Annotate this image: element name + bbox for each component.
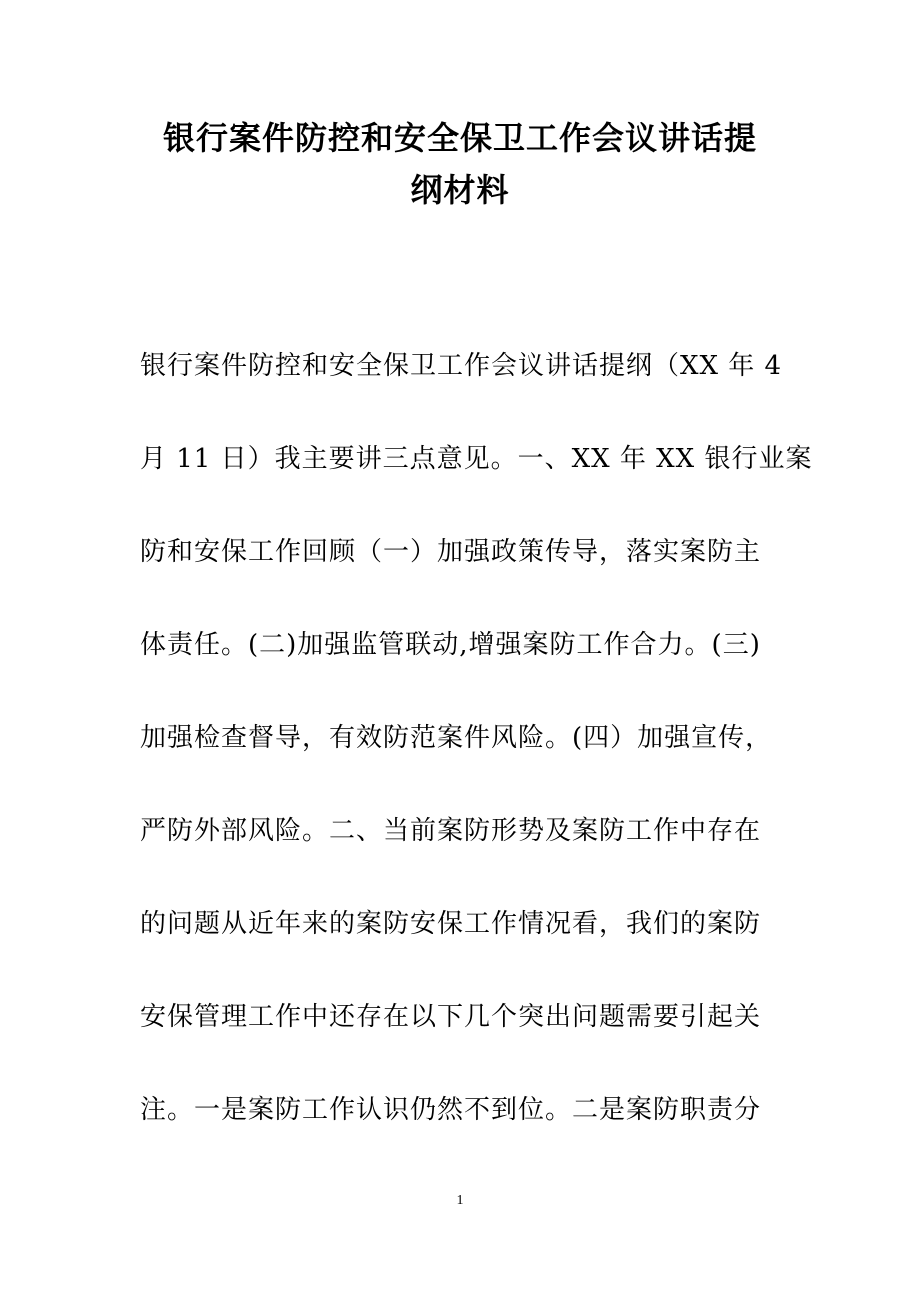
body-paragraph — [140, 336, 813, 1173]
title-line-1: 银行案件防控和安全保卫工作会议讲话提 — [162, 119, 757, 157]
body-line-3: 防和安保工作回顾（一）加强政策传导，落实案防主 — [140, 537, 762, 567]
body-line-8: 安保管理工作中还存在以下几个突出问题需要引起关 — [140, 1002, 762, 1032]
document-title — [140, 112, 780, 216]
body-line-6: 严防外部风险。二、当前案防形势及案防工作中存在 — [140, 816, 762, 846]
body-line-1: 银行案件防控和安全保卫工作会议讲话提纲（XX 年 4 — [140, 351, 783, 381]
title-line-2: 纲材料 — [410, 171, 510, 209]
body-line-7: 的问题从近年来的案防安保工作情况看，我们的案防 — [140, 909, 762, 939]
body-line-9: 注。一是案防工作认识仍然不到位。二是案防职责分 — [140, 1095, 762, 1125]
body-line-5: 加强检查督导，有效防范案件风险。(四）加强宣传， — [140, 723, 773, 753]
page-number: 1 — [456, 1193, 464, 1208]
body-line-2: 月 11 日）我主要讲三点意见。一、XX 年 XX 银行业案 — [140, 444, 813, 474]
body-line-4: 体责任。(二)加强监管联动,增强案防工作合力。(三) — [140, 630, 761, 660]
